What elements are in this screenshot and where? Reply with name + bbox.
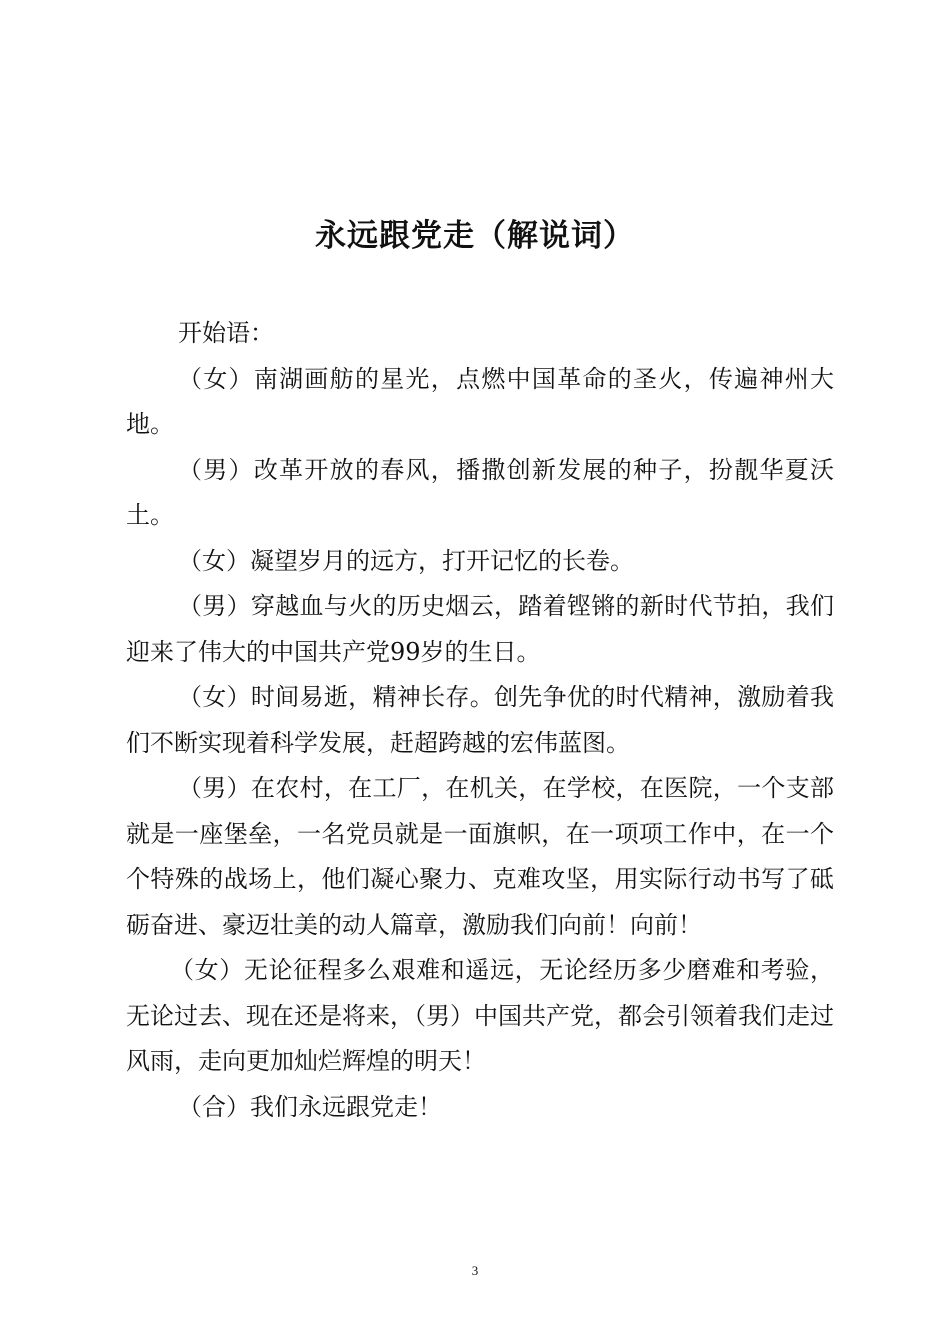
paragraph-opening-label: 开始语： bbox=[178, 319, 274, 347]
document-body bbox=[126, 311, 834, 1130]
party-anniversary-number: 99 bbox=[390, 637, 421, 666]
document-title: 永远跟党走（解说词） bbox=[315, 218, 635, 254]
paragraph-male-1: （男）改革开放的春风，播撒创新发展的种子，扮靓华夏沃土。 bbox=[126, 455, 834, 529]
paragraph-female-3: （女）时间易逝，精神长存。创先争优的时代精神，激励着我们不断实现着科学发展，赶超跨越的宏伟蓝图。 bbox=[126, 683, 834, 757]
paragraph-duet: （女）无论征程多么艰难和遥远，无论经历多少磨难和考验，无论过去、现在还是将来，（男）中国共产党，都会引领着我们走过风雨，走向更加灿烂辉煌的明天！ bbox=[126, 956, 834, 1075]
paragraph-male-2-after: 岁的生日。 bbox=[420, 637, 541, 666]
paragraph-male-2-before: （男）穿越血与火的历史烟云，踏着铿锵的新时代节拍，我们迎来了伟大的中国共产党 bbox=[126, 592, 834, 666]
page-number: 3 bbox=[471, 1263, 479, 1278]
paragraph-female-1: （女）南湖画舫的星光，点燃中国革命的圣火，传遍神州大地。 bbox=[126, 364, 834, 438]
paragraph-female-2: （女）凝望岁月的远方，打开记忆的长卷。 bbox=[178, 546, 634, 575]
paragraph-male-2 bbox=[126, 584, 834, 675]
paragraph-male-3: （男）在农村，在工厂，在机关，在学校，在医院，一个支部就是一座堡垒，一名党员就是一面旗帜，在一项项工作中，在一个个特殊的战场上，他们凝心聚力、克难攻坚，用实际行动书写了砥砺奋进、豪迈壮美的动人篇章，激励我们向前！向前！ bbox=[126, 774, 834, 939]
paragraph-chorus: （合）我们永远跟党走！ bbox=[178, 1092, 442, 1121]
